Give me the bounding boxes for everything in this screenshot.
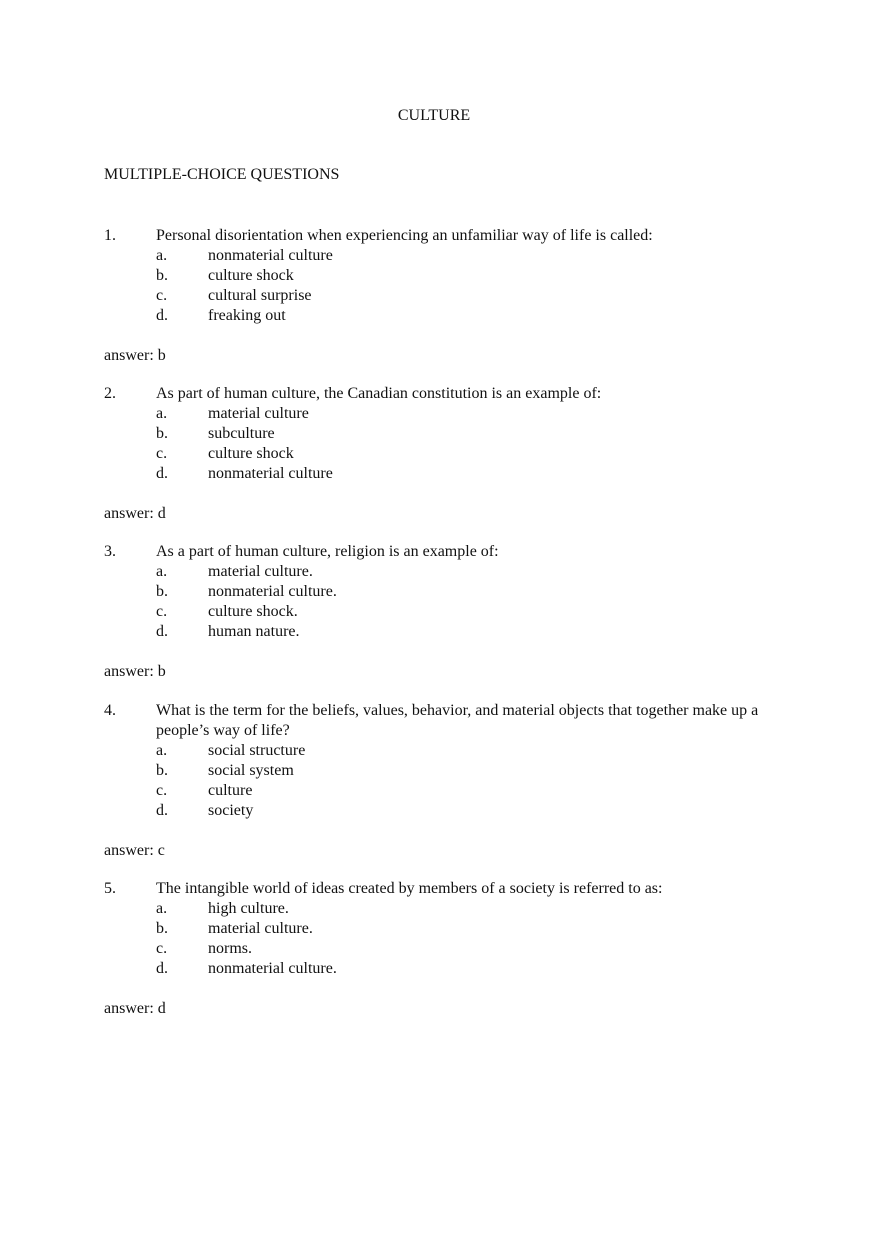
question-3 [104,542,794,682]
option-text: nonmaterial culture [208,247,333,264]
question-1 [104,226,794,366]
option-letter: a. [156,247,168,264]
option-letter: d. [156,960,168,977]
option-text: social system [208,762,294,779]
question-stem [104,226,794,246]
option-letter: d. [156,307,168,324]
question-2 [104,384,794,524]
option-text: society [208,802,254,819]
option-a [104,899,794,919]
option-text: material culture. [208,920,313,937]
option-text: nonmaterial culture. [208,960,337,977]
option-d [104,306,794,326]
option-c [104,781,794,801]
section-heading: MULTIPLE-CHOICE QUESTIONS [104,166,340,183]
option-letter: a. [156,563,168,580]
option-text: culture [208,782,253,799]
option-a [104,246,794,266]
option-c [104,939,794,959]
option-letter: b. [156,583,168,600]
option-b [104,582,794,602]
question-text: As part of human culture, the Canadian constitution is an example of: [156,385,602,402]
option-letter: b. [156,267,168,284]
option-text: high culture. [208,900,289,917]
option-c [104,286,794,306]
option-letter: c. [156,445,168,462]
option-a [104,562,794,582]
option-text: freaking out [208,307,286,324]
question-text: Personal disorientation when experiencing an unfamiliar way of life is called: [156,227,653,244]
option-text: material culture [208,405,309,422]
option-b [104,919,794,939]
option-text: human nature. [208,623,300,640]
option-list [104,562,794,642]
option-list [104,899,794,979]
option-letter: a. [156,742,168,759]
option-letter: b. [156,920,168,937]
option-b [104,761,794,781]
option-list [104,741,794,821]
option-text: cultural surprise [208,287,312,304]
option-text: subculture [208,425,275,442]
option-text: nonmaterial culture. [208,583,337,600]
option-text: culture shock [208,445,294,462]
option-d [104,959,794,979]
option-text: social structure [208,742,306,759]
option-letter: a. [156,900,168,917]
question-number: 5. [104,880,116,897]
question-stem [104,701,794,741]
question-number: 3. [104,543,116,560]
answer-line: answer: d [104,1000,166,1017]
question-number: 1. [104,227,116,244]
option-text: norms. [208,940,252,957]
option-b [104,266,794,286]
option-a [104,741,794,761]
option-letter: b. [156,762,168,779]
option-list [104,246,794,326]
question-stem [104,384,794,404]
question-text: What is the term for the beliefs, values, behavior, and material objects that together make up a people’s way of life? [156,702,759,739]
question-text: As a part of human culture, religion is an example of: [156,543,499,560]
option-letter: c. [156,287,168,304]
document-title: CULTURE [397,107,471,124]
option-letter: c. [156,603,168,620]
answer-line: answer: b [104,347,166,364]
option-letter: d. [156,802,168,819]
option-letter: c. [156,940,168,957]
answer-line: answer: d [104,505,166,522]
option-c [104,444,794,464]
answer-line: answer: c [104,842,165,859]
question-text: The intangible world of ideas created by members of a society is referred to as: [156,880,663,897]
question-stem [104,542,794,562]
option-d [104,464,794,484]
answer-line: answer: b [104,663,166,680]
question-number: 4. [104,702,116,719]
option-text: culture shock [208,267,294,284]
option-letter: a. [156,405,168,422]
option-text: nonmaterial culture [208,465,333,482]
option-letter: d. [156,465,168,482]
option-text: material culture. [208,563,313,580]
option-b [104,424,794,444]
option-list [104,404,794,484]
question-stem [104,879,794,899]
option-d [104,801,794,821]
option-letter: b. [156,425,168,442]
option-c [104,602,794,622]
option-letter: c. [156,782,168,799]
option-d [104,622,794,642]
option-a [104,404,794,424]
question-number: 2. [104,385,116,402]
option-text: culture shock. [208,603,298,620]
option-letter: d. [156,623,168,640]
question-5 [104,879,794,1019]
question-4 [104,701,794,861]
